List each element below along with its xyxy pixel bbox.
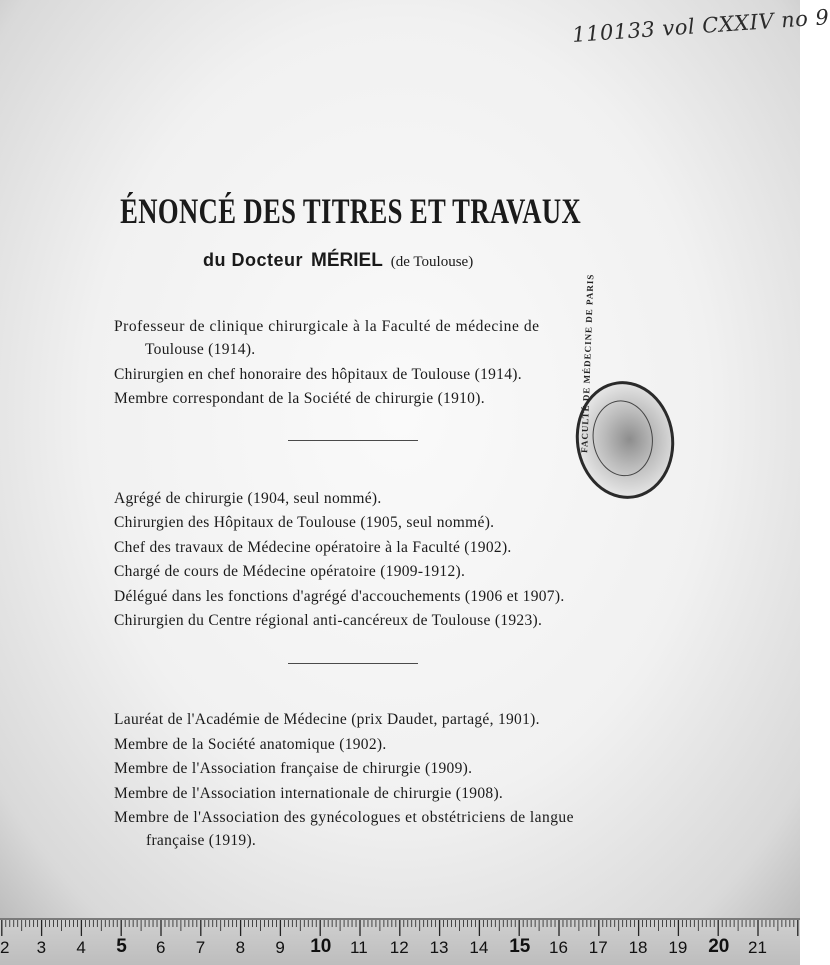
section3-line: Lauréat de l'Académie de Médecine (prix Daudet, partagé, 1901).: [114, 711, 540, 728]
ruler-number: 16: [549, 938, 568, 957]
section1-line: Chirurgien en chef honoraire des hôpitaux de Toulouse (1914).: [114, 366, 522, 383]
ruler-number: 20: [708, 936, 730, 957]
section3-line: Membre de l'Association des gynécologues et obstétriciens de langue: [114, 809, 574, 826]
subtitle-prefix: du Docteur: [203, 250, 304, 270]
ruler-number: 5: [116, 936, 127, 957]
document-subtitle: [203, 250, 473, 272]
ruler-number: 6: [156, 938, 166, 957]
section-divider: [288, 440, 418, 441]
section3-line: Membre de l'Association internationale de chirurgie (1908).: [114, 785, 504, 802]
section3-line: française (1919).: [146, 832, 257, 849]
section2-line: Chef des travaux de Médecine opératoire à la Faculté (1902).: [114, 539, 512, 556]
section2-line: Chirurgien des Hôpitaux de Toulouse (1905, seul nommé).: [114, 514, 495, 531]
ruler-number: 13: [429, 938, 449, 957]
section-divider: [288, 663, 418, 664]
section1-line: Membre correspondant de la Société de chirurgie (1910).: [114, 390, 485, 407]
ruler-number: 4: [76, 938, 86, 957]
ruler-number: 17: [588, 938, 608, 957]
ruler-number: 15: [509, 936, 531, 957]
subtitle-place: (de Toulouse): [390, 254, 474, 270]
ruler-number: 18: [628, 938, 648, 957]
document-title-text: ÉNONCÉ DES TITRES ET TRAVAUX: [120, 191, 582, 231]
ruler-number: 10: [310, 936, 332, 957]
stamp-portrait-icon: [588, 396, 658, 480]
ruler-number: 12: [389, 938, 409, 957]
handwritten-annotation: 110133 vol CXXIV no 9: [571, 5, 830, 47]
section2-line: Chirurgien du Centre régional anti-cancéreux de Toulouse (1923).: [114, 612, 543, 629]
measuring-ruler: [0, 918, 800, 965]
section2-line: Chargé de cours de Médecine opératoire (1909-1912).: [114, 563, 466, 580]
ruler-number: 19: [668, 938, 688, 957]
ruler-number: 9: [275, 938, 285, 957]
section3-line: Membre de la Société anatomique (1902).: [114, 736, 387, 753]
section2-line: Agrégé de chirurgie (1904, seul nommé).: [114, 490, 382, 507]
section2-line: Délégué dans les fonctions d'agrégé d'accouchements (1906 et 1907).: [114, 588, 565, 605]
section1-line: Professeur de clinique chirurgicale à la Faculté de médecine de: [114, 318, 540, 335]
ruler-number: 7: [195, 938, 206, 957]
ruler-number: 8: [235, 938, 246, 957]
stamp-text: FACULTÉ DE MÉDECINE DE PARIS: [579, 273, 596, 454]
ruler-number: 2: [0, 938, 10, 957]
ruler-number: 21: [748, 938, 767, 957]
ruler-number: 11: [350, 938, 368, 957]
document-title: [91, 190, 683, 232]
section3-line: Membre de l'Association française de chirurgie (1909).: [114, 760, 473, 777]
library-stamp: [568, 273, 681, 505]
ruler-number: 3: [36, 938, 47, 957]
subtitle-name: MÉRIEL: [311, 250, 383, 271]
section1-line: Toulouse (1914).: [145, 341, 256, 358]
ruler-number: 14: [469, 938, 489, 957]
